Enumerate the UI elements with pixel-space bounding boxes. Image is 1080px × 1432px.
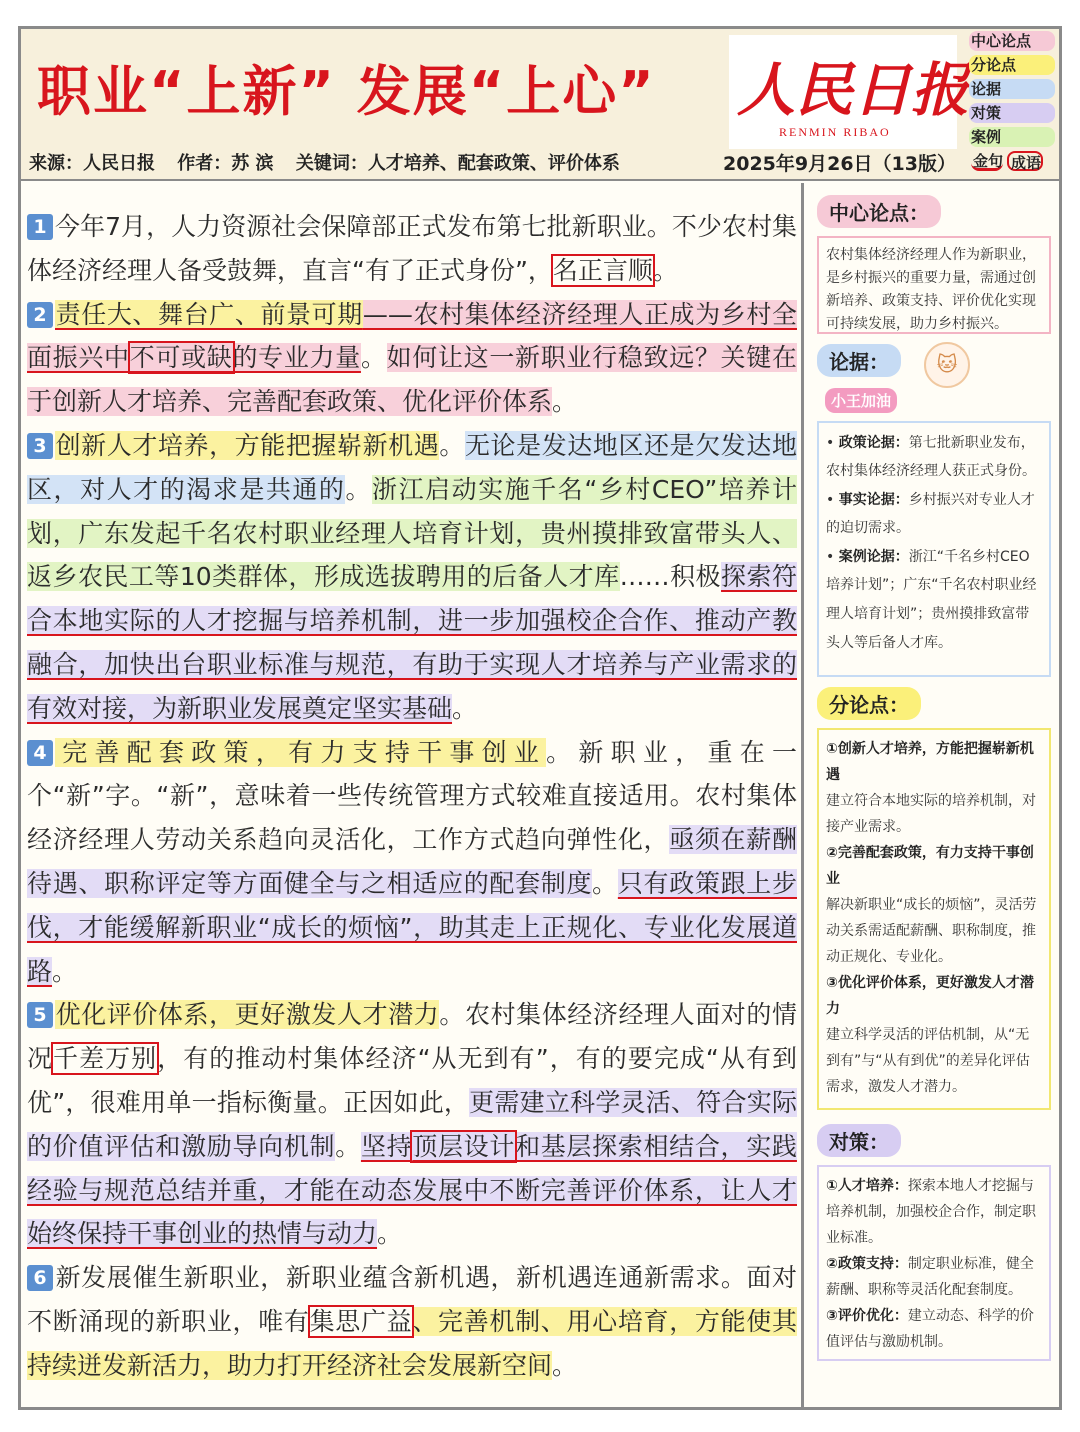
text: 。: [345, 474, 373, 504]
evidence-heading: 论据：: [817, 344, 901, 377]
legend-evidence: 论据: [969, 79, 1055, 99]
highlight-measure: 探索符合本地实际的人才挖掘与培养机制，进一步加强校企合作、推动产教融合，加快出台职业标准与规范，有助于实现人才培养与产业需求的有效对接，为新职业发展奠定坚实基础: [27, 562, 797, 723]
legend-cases: 案例: [969, 127, 1055, 147]
evidence-item: • 政策论据：第七批新职业发布，农村集体经济经理人获正式身份。: [826, 434, 1036, 480]
evidence-label: 事实论据：: [838, 491, 909, 508]
legend-measures: 对策: [969, 103, 1055, 123]
page-title: 职业“上新” 发展“上心”: [37, 60, 656, 123]
mascot-tag: 小王加油: [825, 388, 897, 413]
sub-point-text: 建立科学灵活的评估机制，从“无到有”与“从有到优”的差异化评估需求，激发人才潜力。: [826, 1026, 1030, 1095]
paragraph-number: 1: [27, 214, 53, 240]
article-meta: [29, 149, 956, 175]
legend-markers: [969, 151, 1055, 171]
paragraph-4: [27, 731, 797, 994]
center-box: 农村集体经济经理人作为新职业，是乡村振兴的重要力量，需通过创新培养、政策支持、评价优化实现可持续发展，助力乡村振兴。: [817, 236, 1051, 334]
highlight-center: 的专业力量: [232, 343, 361, 373]
color-legend: [969, 31, 1055, 175]
paragraph-5: [27, 993, 797, 1256]
measure-text: 制定职业标准，健全薪酬、职称等灵活化配套制度。: [826, 1255, 1034, 1298]
sub-point-text: 解决新职业“成长的烦恼”，灵活劳动关系需适配薪酬、职称制度，推动正规化、专业化。: [826, 896, 1037, 965]
text: 。: [552, 387, 578, 417]
logo-pinyin: RENMIN RIBAO: [779, 125, 891, 139]
text: 今年7月，人力资源社会保障部正式发布第七批新职业。不少农村集体经济经理人备受鼓舞，直言“有了正式身份”，: [27, 212, 797, 285]
highlight-measure: 更需建立科学灵活、符合实际的价值评估和激励导向机制: [27, 1087, 797, 1161]
sub-point-title: ②完善配套政策，有力支持干事创业: [826, 844, 1034, 887]
evidence-item: • 案例论据：浙江“千名乡村CEO培养计划”；广东“千名农村职业经理人培育计划”；贵州摸排致富带头人等后备人才库。: [826, 548, 1037, 651]
measure-item: [826, 1173, 1042, 1251]
paragraph-1: [27, 205, 797, 293]
text: ，有的推动村集体经济“从无到有”，有的要完成“从有到优”，很难用单一指标衡量。正因如此，: [27, 1044, 797, 1117]
measures-heading: 对策：: [817, 1124, 901, 1157]
evidence-heading-row: [817, 334, 1051, 413]
highlight-measure: 亟须在薪酬待遇、职称评定等方面健全与之相适应的配套制度: [27, 825, 797, 898]
highlight-sub-point: 创新人才培养，方能把握崭新机遇: [55, 430, 440, 460]
article-body: [21, 183, 804, 1407]
legend-sub: 分论点: [969, 55, 1055, 75]
keywords-label: 关键词：人才培养、配套政策、评价体系: [295, 153, 620, 174]
text: 。: [377, 1219, 403, 1249]
highlight-center: ——农村集体经济经理人正成为乡村全面振兴中: [27, 299, 797, 373]
newspaper-logo: [729, 35, 970, 149]
measure-label: ③评价优化：: [826, 1307, 908, 1324]
highlight-case: 浙江启动实施千名“乡村CEO”培养计划，广东发起千名农村职业经理人培育计划，贵州摸排致富带头人、返乡农民工等10类群体，形成选拔聘用的后备人才库: [27, 474, 797, 592]
legend-center: 中心论点: [969, 31, 1055, 51]
paragraph-number: 5: [27, 1002, 53, 1028]
idiom-mark: 集思广益: [309, 1306, 413, 1336]
header: [21, 29, 1059, 181]
legend-quotes: 金句: [973, 152, 1004, 170]
paragraph-number: 6: [27, 1265, 53, 1291]
measure-item: [826, 1251, 1042, 1303]
paragraph-3: [27, 424, 797, 731]
author-label: 作者：苏 滨: [177, 153, 274, 174]
idiom-mark: 顶层设计: [412, 1131, 516, 1161]
text: 。: [652, 255, 678, 285]
sub-points-box: [817, 728, 1051, 1110]
measure-label: ①人才培养：: [826, 1177, 908, 1194]
page-frame: [18, 26, 1062, 1410]
evidence-text: 第七批新职业发布，农村集体经济经理人获正式身份。: [826, 434, 1036, 480]
highlight-conclusion: 、完善机制、用心培育，方能使其持续迸发新活力，助力打开经济社会发展新空间: [27, 1306, 797, 1380]
highlight-sub-point: 优化评价体系，更好激发人才潜力: [55, 1000, 440, 1030]
center-heading: 中心论点：: [817, 195, 941, 228]
measure-item: [826, 1303, 1042, 1355]
measure-text: 探索本地人才挖掘与培养机制，加强校企合作，制定职业标准。: [826, 1177, 1036, 1246]
highlight-measure: 和基层探索相结合，实践经验与规范总结并重，才能在动态发展中不断完善评价体系，让人才始终保持干事创业的热情与动力: [27, 1131, 797, 1249]
text: 。农村集体经济经理人面对的情况: [27, 1000, 797, 1074]
evidence-item: • 事实论据：乡村振兴对专业人才的迫切需求。: [826, 491, 1035, 537]
sub-point-title: ③优化评价体系，更好激发人才潜力: [826, 974, 1034, 1017]
idiom-mark: 不可或缺: [129, 343, 233, 373]
text: 新发展催生新职业，新职业蕴含新机遇，新机遇连通新需求。面对不断涌现的新职业，唯有: [27, 1263, 797, 1336]
text: 。: [439, 430, 465, 460]
text: 。: [52, 956, 78, 986]
text: 。: [452, 693, 478, 723]
evidence-text: 乡村振兴对专业人才的迫切需求。: [826, 491, 1035, 537]
highlight-center: 如何让这一新职业行稳致远？关键在于创新人才培养、完善配套政策、优化评价体系: [27, 343, 797, 417]
text: 。: [335, 1131, 361, 1161]
date-label: 2025年9月26日（13版）: [723, 153, 956, 175]
sub-point-text: 建立符合本地实际的培养机制，对接产业需求。: [826, 792, 1036, 835]
measure-text: 建立动态、科学的价值评估与激励机制。: [826, 1307, 1034, 1350]
paragraph-number: 4: [27, 740, 53, 766]
text: 。新职业，重在一个“新”字。“新”，意味着一些传统管理方式较难直接适用。农村集体经济经理人劳动关系趋向灵活化，工作方式趋向弹性化，: [27, 737, 797, 855]
highlight-evidence: 无论是发达地区还是欠发达地区，对人才的渴求是共通的: [27, 430, 797, 504]
paragraph-number: 2: [27, 302, 53, 328]
highlight-measure: 坚持: [360, 1131, 413, 1161]
text: 。: [360, 343, 387, 373]
source-label: 来源：人民日报: [29, 153, 155, 174]
cat-mascot-icon: 🐱: [924, 342, 970, 388]
paragraph-6: [27, 1256, 797, 1387]
highlight-sub-point: 责任大、舞台广、前景可期: [55, 299, 363, 329]
summary-sidebar: [807, 183, 1059, 1407]
logo-chinese: 人民日报: [737, 56, 970, 124]
highlight-sub-point: 完善配套政策，有力支持干事创业: [55, 737, 547, 767]
sub-point-title: ①创新人才培养，方能把握崭新机遇: [826, 740, 1034, 783]
evidence-label: 案例论据：: [838, 548, 909, 565]
text: 。: [592, 868, 618, 898]
evidence-box: [817, 421, 1051, 677]
text: 。: [552, 1350, 578, 1380]
paragraph-number: 3: [27, 433, 53, 459]
evidence-text: 浙江“千名乡村CEO培养计划”；广东“千名农村职业经理人培育计划”；贵州摸排致富带头人等后备人才库。: [826, 548, 1037, 651]
measure-label: ②政策支持：: [826, 1255, 908, 1272]
paragraph-2: [27, 293, 797, 424]
idiom-mark: 名正言顺: [552, 255, 653, 285]
idiom-mark: 千差万别: [53, 1044, 158, 1074]
highlight-measure: 只有政策跟上步伐，才能缓解新职业“成长的烦恼”，助其走上正规化、专业化发展道路: [27, 868, 797, 986]
evidence-label: 政策论据：: [838, 434, 909, 451]
text: ……积极: [619, 562, 722, 592]
measures-box: [817, 1165, 1051, 1361]
sub-points-heading: 分论点：: [817, 687, 921, 720]
legend-idioms: 成语: [1007, 151, 1043, 171]
